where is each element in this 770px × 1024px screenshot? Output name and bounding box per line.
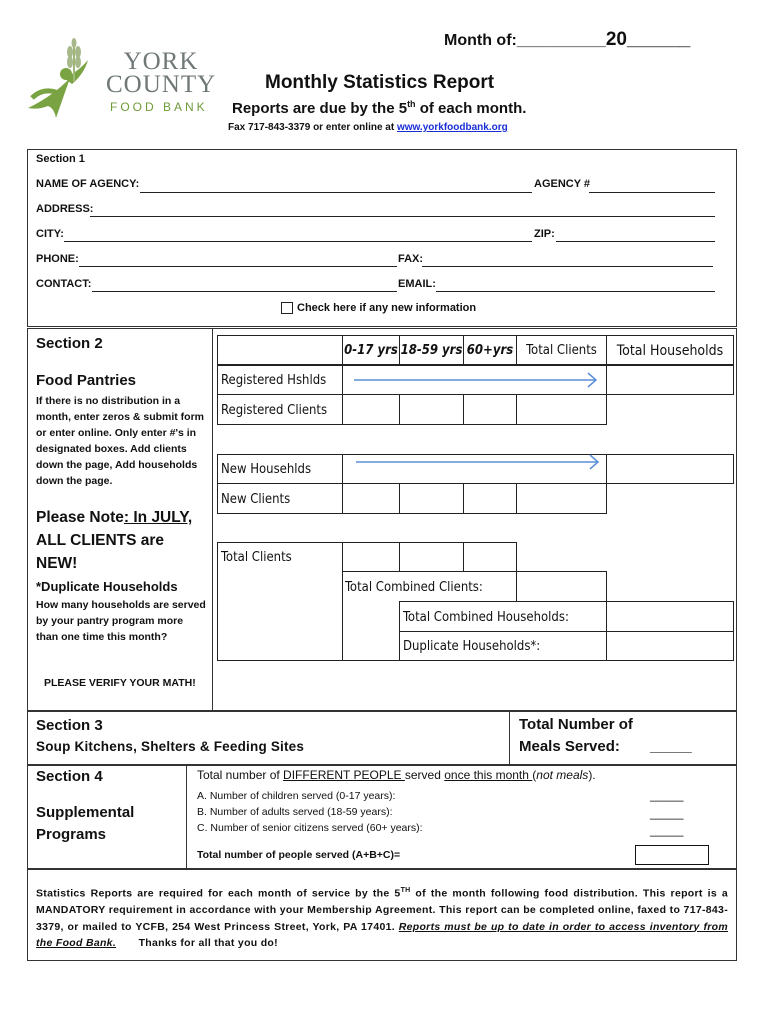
row-label-new-clients: New Clients: [217, 483, 343, 514]
registered-clients-18-59-input[interactable]: [399, 394, 464, 425]
logo-county: COUNTY: [106, 71, 217, 98]
section2-instructions: If there is no distribution in a month, enter zeros & submit form or enter online. Only enter #'s in designated boxes. Add clients down the page, Add households down the page.: [36, 395, 205, 487]
section2-title: Section 2: [36, 335, 103, 352]
total-combined-households-input[interactable]: [606, 601, 734, 632]
new-info-checkbox[interactable]: [281, 302, 293, 314]
agency-num-input[interactable]: [589, 192, 715, 193]
section3-divider: [509, 711, 510, 765]
total-combined-households-label: Total Combined Households:: [399, 601, 607, 632]
duplicate-title: *Duplicate Households: [36, 579, 178, 594]
col-header-60-plus: 60+yrs: [463, 335, 517, 365]
phone-input[interactable]: [79, 266, 397, 267]
verify-math: PLEASE VERIFY YOUR MATH!: [44, 677, 196, 689]
city-label: CITY:: [36, 228, 64, 240]
month-field[interactable]: [444, 29, 690, 51]
row-label-registered-clients: Registered Clients: [217, 394, 343, 425]
new-clients-total-input[interactable]: [516, 483, 607, 514]
email-input[interactable]: [436, 291, 715, 292]
col-header-total-households: Total Households: [606, 335, 734, 365]
total-clients-0-17-input[interactable]: [342, 542, 400, 572]
header-label-cell: [217, 335, 343, 365]
section4-item-a: A. Number of children served (0-17 years):: [197, 790, 396, 802]
page-title: Monthly Statistics Report: [265, 72, 495, 93]
total-clients-18-59-input[interactable]: [399, 542, 464, 572]
city-input[interactable]: [64, 241, 532, 242]
section4-subtitle: Supplemental Programs: [36, 804, 135, 843]
agency-input[interactable]: [140, 192, 532, 193]
meals-input[interactable]: _____: [650, 738, 692, 755]
email-label: EMAIL:: [398, 278, 436, 290]
section4-item-b: B. Number of adults served (18-59 years):: [197, 806, 393, 818]
row-label-total-clients: Total Clients: [217, 542, 343, 661]
row-label-new-households: New Househlds: [217, 454, 343, 484]
new-hh-total-input[interactable]: [606, 454, 734, 484]
total-clients-60-input[interactable]: [463, 542, 517, 572]
totals-spacer-cell: [342, 601, 400, 661]
address-label: ADDRESS:: [36, 203, 94, 215]
address-input[interactable]: [90, 216, 715, 217]
col-header-18-59: 18-59 yrs: [399, 335, 464, 365]
fax-input[interactable]: [422, 266, 713, 267]
new-clients-0-17-input[interactable]: [342, 483, 400, 514]
phone-label: PHONE:: [36, 253, 79, 265]
year-label: 20______: [605, 29, 691, 50]
meals-label-2: Meals Served:: [519, 738, 620, 755]
row-label-registered-households: Registered Hshlds: [217, 365, 343, 395]
col-header-total-clients: Total Clients: [516, 335, 607, 365]
section4-item-c: C. Number of senior citizens served (60+ years):: [197, 822, 423, 834]
total-people-label: Total number of people served (A+B+C)=: [197, 849, 401, 861]
total-people-input[interactable]: [635, 845, 709, 865]
duplicate-text: How many households are served by your pantry program more than one time this month?: [36, 599, 206, 643]
zip-input[interactable]: [556, 241, 715, 242]
seniors-input[interactable]: _____: [650, 823, 684, 837]
children-input[interactable]: _____: [650, 788, 684, 802]
section1-box: [27, 149, 737, 327]
new-clients-18-59-input[interactable]: [399, 483, 464, 514]
due-note: Reports are due by the 5th of each month.: [232, 99, 527, 117]
section2-divider: [212, 328, 213, 711]
registered-clients-0-17-input[interactable]: [342, 394, 400, 425]
logo-york: YORK: [123, 48, 199, 75]
fax-label: FAX:: [398, 253, 424, 265]
section4-divider: [186, 765, 187, 869]
month-label: Month of:__________: [444, 32, 606, 49]
wheat-figure-icon: [18, 38, 108, 124]
new-clients-60-input[interactable]: [463, 483, 517, 514]
registered-clients-total-input[interactable]: [516, 394, 607, 425]
new-info-label: Check here if any new information: [297, 302, 477, 314]
section4-intro: Total number of DIFFERENT PEOPLE served once this month (not meals).: [197, 768, 596, 782]
section3-title: Section 3: [36, 717, 103, 734]
website-link[interactable]: www.yorkfoodbank.org: [396, 122, 508, 133]
fax-note: Fax 717-843-3379 or enter online at www.yorkfoodbank.org: [228, 122, 508, 133]
zip-label: ZIP:: [534, 228, 555, 240]
col-header-0-17: 0-17 yrs: [342, 335, 400, 365]
logo-food-bank: FOOD BANK: [110, 100, 208, 114]
contact-label: CONTACT:: [36, 278, 92, 290]
contact-input[interactable]: [92, 291, 397, 292]
adults-input[interactable]: _____: [650, 806, 684, 820]
duplicate-households-input[interactable]: [606, 631, 734, 661]
arrow-right-icon: [352, 370, 602, 390]
registered-clients-60-input[interactable]: [463, 394, 517, 425]
section1-title: Section 1: [36, 153, 85, 165]
registered-hh-total-input[interactable]: [606, 365, 734, 395]
agency-label: NAME OF AGENCY:: [36, 178, 140, 190]
duplicate-households-label: Duplicate Households*:: [399, 631, 607, 661]
logo: [18, 38, 218, 124]
july-note: Please Note: In JULY, ALL CLIENTS are NEW!: [36, 509, 193, 572]
food-pantries-title: Food Pantries: [36, 372, 137, 389]
total-combined-clients-input[interactable]: [516, 571, 607, 602]
footer-text: Statistics Reports are required for each month of service by the 5TH of the month following food distribution. This report is a MANDATORY requirement in accordance with your Membership Agreement. This report can be completed online, faxed to 717-843-3379, or mailed to YCFB, 254 West Princess Street, York, PA 17401. Reports must be up to date in order to access inventory from the Food Bank. Thanks for all that you do!: [36, 887, 729, 949]
section4-title: Section 4: [36, 768, 103, 785]
total-combined-clients-label: Total Combined Clients:: [342, 571, 517, 602]
meals-label-1: Total Number of: [519, 716, 633, 733]
arrow-right-icon: [354, 452, 604, 472]
section3-subtitle: Soup Kitchens, Shelters & Feeding Sites: [36, 739, 305, 754]
agency-num-label: AGENCY #: [534, 178, 591, 190]
